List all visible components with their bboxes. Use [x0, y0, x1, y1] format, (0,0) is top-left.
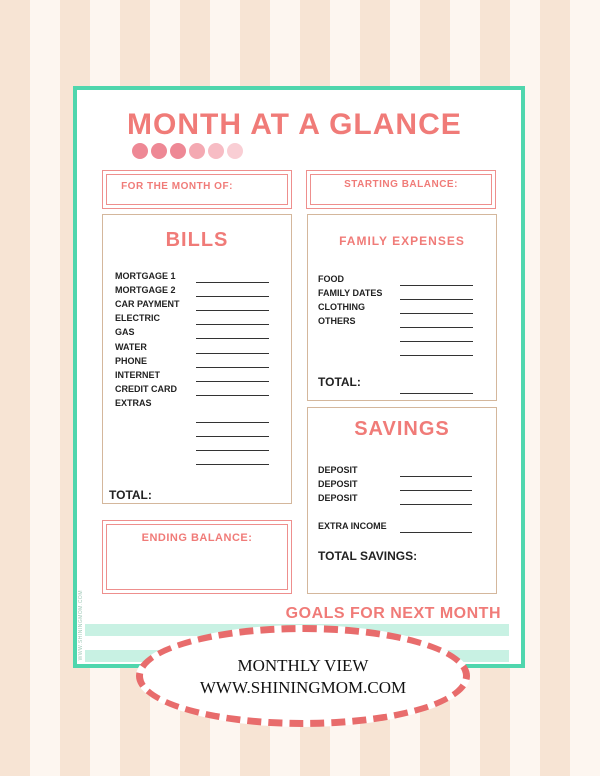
for-month-label: FOR THE MONTH OF: — [121, 181, 233, 192]
for-month-box[interactable] — [102, 170, 292, 209]
bill-item-line[interactable] — [196, 296, 269, 297]
deposit-line[interactable] — [400, 476, 472, 477]
bill-item-label: PHONE — [115, 355, 148, 366]
bill-extra-line[interactable] — [196, 450, 269, 451]
family-item-line[interactable] — [400, 313, 473, 314]
bill-item-line[interactable] — [196, 353, 269, 354]
page-title: MONTH AT A GLANCE — [127, 108, 462, 141]
starting-balance-box[interactable] — [306, 170, 496, 209]
bill-item-line[interactable] — [196, 367, 269, 368]
deposit-line[interactable] — [400, 490, 472, 491]
bill-item-line[interactable] — [196, 324, 269, 325]
bills-section — [102, 214, 292, 504]
extra-income-label: EXTRA INCOME — [318, 521, 387, 531]
total-savings-label: TOTAL SAVINGS: — [318, 549, 418, 563]
savings-section — [307, 407, 497, 594]
planner-sheet — [73, 86, 525, 668]
family-item-line[interactable] — [400, 285, 473, 286]
side-credit: WWW.SHININGMOM.COM — [78, 590, 84, 661]
bill-item-label: ELECTRIC — [115, 313, 160, 324]
bill-item-line[interactable] — [196, 282, 269, 283]
ending-balance-label: ENDING BALANCE: — [141, 532, 253, 544]
bill-item-line[interactable] — [196, 381, 269, 382]
bill-item-label: MORTGAGE 1 — [115, 271, 176, 281]
deposit-label: DEPOSIT — [318, 479, 358, 489]
deposit-line[interactable] — [400, 504, 472, 505]
family-item-line[interactable] — [400, 327, 473, 328]
bill-item-label: INTERNET — [115, 369, 160, 380]
family-total-label: TOTAL: — [318, 375, 361, 389]
bill-item-line[interactable] — [196, 338, 269, 339]
bill-item-label: CAR PAYMENT — [115, 299, 180, 310]
banner-line-2: WWW.SHININGMOM.COM — [199, 678, 407, 697]
family-total-line[interactable] — [400, 393, 473, 394]
family-item-label: OTHERS — [318, 316, 356, 326]
family-item-line[interactable] — [400, 355, 473, 356]
bill-item-label: GAS — [115, 327, 135, 338]
goals-heading: GOALS FOR NEXT MONTH — [285, 605, 501, 622]
family-item-label: FOOD — [318, 274, 344, 284]
ending-balance-box[interactable] — [102, 520, 292, 594]
bills-total-label: TOTAL: — [109, 488, 152, 502]
starting-balance-label: STARTING BALANCE: — [344, 179, 458, 190]
savings-heading: SAVINGS — [354, 418, 450, 440]
decorative-dot — [208, 143, 224, 159]
bill-item-label: MORTGAGE 2 — [115, 285, 176, 296]
decorative-dots — [132, 143, 243, 159]
decorative-dot — [132, 143, 148, 159]
deposit-label: DEPOSIT — [318, 465, 358, 475]
bill-item-line[interactable] — [196, 395, 269, 396]
banner-line-1: MONTHLY VIEW — [237, 656, 369, 675]
banner-oval — [136, 625, 470, 727]
family-item-label: CLOTHING — [318, 302, 365, 312]
family-item-label: FAMILY DATES — [318, 288, 383, 298]
bill-extra-line[interactable] — [196, 422, 269, 423]
bill-item-label: CREDIT CARD — [115, 383, 177, 394]
bill-item-label: EXTRAS — [115, 397, 152, 408]
bill-extra-line[interactable] — [196, 436, 269, 437]
bill-extra-line[interactable] — [196, 464, 269, 465]
family-item-line[interactable] — [400, 341, 473, 342]
family-expenses-section — [307, 214, 497, 401]
family-item-line[interactable] — [400, 299, 473, 300]
deposit-label: DEPOSIT — [318, 493, 358, 503]
bills-heading: BILLS — [165, 229, 229, 251]
decorative-dot — [189, 143, 205, 159]
decorative-dot — [170, 143, 186, 159]
decorative-dot — [151, 143, 167, 159]
decorative-dot — [227, 143, 243, 159]
family-expenses-heading: FAMILY EXPENSES — [339, 234, 465, 248]
bill-item-label: WATER — [115, 341, 147, 352]
bill-item-line[interactable] — [196, 310, 269, 311]
extra-income-line[interactable] — [400, 532, 472, 533]
